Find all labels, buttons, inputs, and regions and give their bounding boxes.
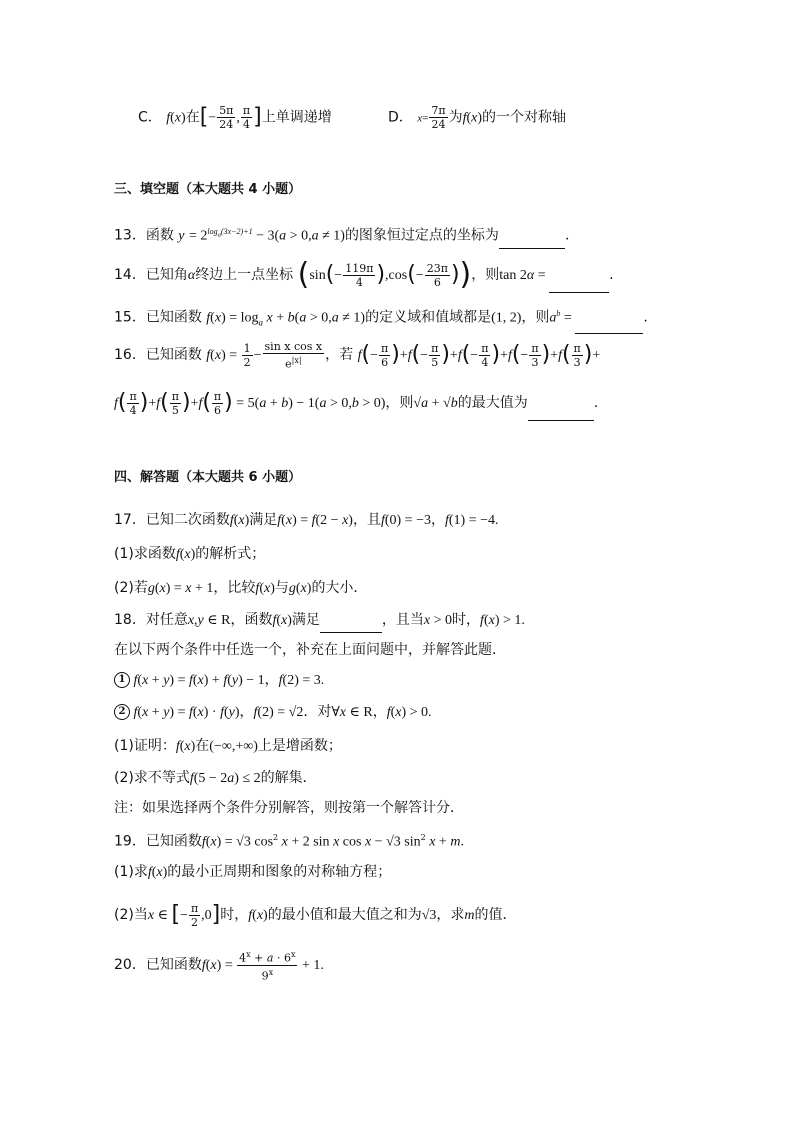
q18-note: 注：如果选择两个条件分别解答，则按第一个解答计分． bbox=[114, 800, 464, 816]
circled-2-icon: 2 bbox=[114, 704, 130, 720]
q17-p1: (1)求函数 bbox=[114, 546, 176, 562]
q19-p2: (2)当 bbox=[114, 907, 148, 923]
q18-tail: ，且当 bbox=[381, 612, 424, 628]
question-20: 20．已知函数f(x) = $\frac{4^x + a \cdot 6^x}{9^x}$ + 1. bbox=[114, 950, 324, 983]
q12-option-c: C． f(x)在[− $\frac{5\pi}{24}$ , $\frac{\pi}{4}$ ]上单调递增 bbox=[138, 104, 332, 131]
q14-answer-blank[interactable] bbox=[549, 276, 609, 293]
q19-p2b: 时， bbox=[220, 907, 249, 923]
q16-answer-blank[interactable] bbox=[528, 404, 594, 421]
q18-p1: (1)证明： bbox=[114, 738, 176, 754]
q17-mid: 满足 bbox=[249, 512, 278, 528]
q16-tail: ，则 bbox=[385, 395, 414, 411]
q17-p1b: 的解析式； bbox=[195, 546, 266, 562]
q18-blank[interactable] bbox=[320, 616, 382, 633]
q18-mid2: 满足 bbox=[291, 612, 320, 628]
question-14: 14．已知角α终边上一点坐标 (sin(− $\frac{119\pi}{4}$ ),cos(− $\frac{23\pi}{6}$ ))，则tan 2α = . bbox=[114, 257, 614, 292]
q19-p2e: 的值． bbox=[474, 907, 517, 923]
circled-1-icon: 1 bbox=[114, 672, 130, 688]
section-4-title: 四、解答题（本大题共 6 小题） bbox=[114, 470, 302, 485]
q20-lead: 已知函数 bbox=[145, 957, 202, 974]
q20-number: 20． bbox=[114, 957, 146, 974]
option-c-label: C． bbox=[138, 109, 162, 126]
q19-part-1: (1)求f(x)的最小正周期和图象的对称轴方程； bbox=[114, 864, 392, 880]
q18-lead: 对任意 bbox=[145, 612, 188, 628]
option-c-text: 上单调递增 bbox=[261, 109, 332, 126]
q16-lead: 已知函数 bbox=[145, 347, 202, 363]
q18-part-1: (1)证明：f(x)在(−∞,+∞)上是增函数； bbox=[114, 738, 342, 754]
q18-condition-1: 1 f(x + y) = f(x) + f(y) − 1，f(2) = 3. bbox=[114, 668, 324, 692]
question-13: 13．函数 $y = 2^{log_a(3x-2)+1} - 3(a > 0,a \ne 1)$的图象恒过定点的坐标为 . bbox=[114, 220, 569, 244]
q17-number: 17． bbox=[114, 512, 146, 528]
q18-condition-2: 2 f(x + y) = f(x) · f(y)，f(2) = √2．对∀x ∈ R，f(x) > 0. bbox=[114, 700, 432, 724]
q18-p2: (2)求不等式 bbox=[114, 770, 190, 786]
q17-p2d: 的大小． bbox=[311, 580, 368, 596]
q17-lead: 已知二次函数 bbox=[145, 512, 230, 528]
q15-tail: ，则 bbox=[521, 309, 550, 326]
q15-answer-blank[interactable] bbox=[575, 317, 643, 334]
q18-number: 18． bbox=[114, 612, 146, 628]
q14-lead: 已知角 bbox=[145, 267, 188, 283]
q14-mid: 终边上一点坐标 bbox=[195, 267, 294, 283]
q19-number: 19． bbox=[114, 833, 146, 850]
q17-p2b: ，比较 bbox=[213, 580, 256, 596]
q18-mid: ，函数 bbox=[230, 612, 273, 628]
question-19: 19．已知函数f(x) = √3 $\cos^2 x + 2$ sin x cos x − √3 $\sin^2 x + m$. bbox=[114, 833, 464, 850]
q19-p1b: 的最小正周期和图象的对称轴方程； bbox=[167, 864, 392, 880]
q19-p2c: 的最小值和最大值之和为 bbox=[267, 907, 422, 923]
q17-p2c: 与 bbox=[274, 580, 289, 596]
q19-p2d: ，求 bbox=[436, 907, 465, 923]
q18-intro: 在以下两个条件中任选一个，补充在上面问题中，并解答此题． bbox=[114, 642, 506, 658]
question-15: 15．已知函数 $f(x) = \log_a x + b(a > 0,a \ne 1)$的定义域和值域都是(1, 2)，则$a^b$ = . bbox=[114, 302, 648, 326]
q17-part-2: (2)若g(x) = x + 1，比较f(x)与g(x)的大小． bbox=[114, 580, 368, 596]
q18-tail2: 时， bbox=[452, 612, 481, 628]
q13-tail: 的图象恒过定点的坐标为 bbox=[344, 227, 499, 244]
question-17: 17．已知二次函数f(x)满足f(x) = f(2 − x)，且f(0) = −3，f(1) = −4. bbox=[114, 512, 499, 528]
q14-tail: ，则 bbox=[471, 267, 500, 283]
q19-lead: 已知函数 bbox=[145, 833, 202, 850]
q15-lead: 已知函数 bbox=[145, 309, 202, 326]
q16-tail2: 的最大值为 bbox=[457, 395, 528, 411]
q18-p1b: 在 bbox=[195, 738, 210, 754]
q17-p2: (2)若 bbox=[114, 580, 148, 596]
q18-p2b: 的解集． bbox=[260, 770, 317, 786]
q19-p1: (1)求 bbox=[114, 864, 148, 880]
question-18: 18．对任意x,y ∈ R，函数f(x)满足 ，且当x > 0时，f(x) > 1. bbox=[114, 608, 525, 632]
q15-mid: 的定义域和值域都是 bbox=[365, 309, 492, 326]
q14-number: 14． bbox=[114, 267, 146, 283]
section-3-title: 三、填空题（本大题共 4 小题） bbox=[114, 182, 302, 197]
q18-p1c: 上是增函数； bbox=[257, 738, 342, 754]
q13-number: 13． bbox=[114, 227, 146, 244]
q16-mid: ，若 bbox=[325, 347, 354, 363]
q13-lead: 函数 bbox=[145, 227, 174, 244]
q16-number: 16． bbox=[114, 347, 146, 363]
q15-number: 15． bbox=[114, 309, 146, 326]
q18-c2tail: ．对 bbox=[303, 704, 332, 720]
option-d-text: 的一个对称轴 bbox=[482, 109, 567, 126]
question-16-line-2: f( $\frac{\pi}{4}$ )+f( $\frac{\pi}{5}$ )+f( $\frac{\pi}{6}$ ) = 5(a + b) − 1(a > 0,b > 0)，则√a + √b的最大值为 . bbox=[114, 386, 598, 420]
question-16-line-1: 16．已知函数 f(x) = $\frac{1}{2}$ − $\frac{\text{sin x cos x}}{e^{|x|}}$ ，若 f(− $\frac{\pi}{6}$ )+f(− $\frac{\pi}{5}$ )+f(− $\frac{\pi}{4}$ )+f(− $\frac{\pi}{3}$ )+f( $\frac{\pi}{3}$ )+ bbox=[114, 339, 601, 371]
q17-part-1: (1)求函数f(x)的解析式； bbox=[114, 546, 266, 562]
q18-part-2: (2)求不等式f(5 − 2a) ≤ 2的解集． bbox=[114, 770, 317, 786]
q13-answer-blank[interactable] bbox=[499, 232, 565, 249]
q19-part-2: (2)当x ∈ [− $\frac{\pi}{2}$ ,0]时，f(x)的最小值和最大值之和为√3，求m的值． bbox=[114, 901, 517, 929]
q17-cond: ，且 bbox=[352, 512, 381, 528]
option-d-label: D． bbox=[388, 109, 413, 126]
q12-option-d: D． x= $\frac{7\pi}{24}$ 为f(x)的一个对称轴 bbox=[388, 104, 567, 131]
